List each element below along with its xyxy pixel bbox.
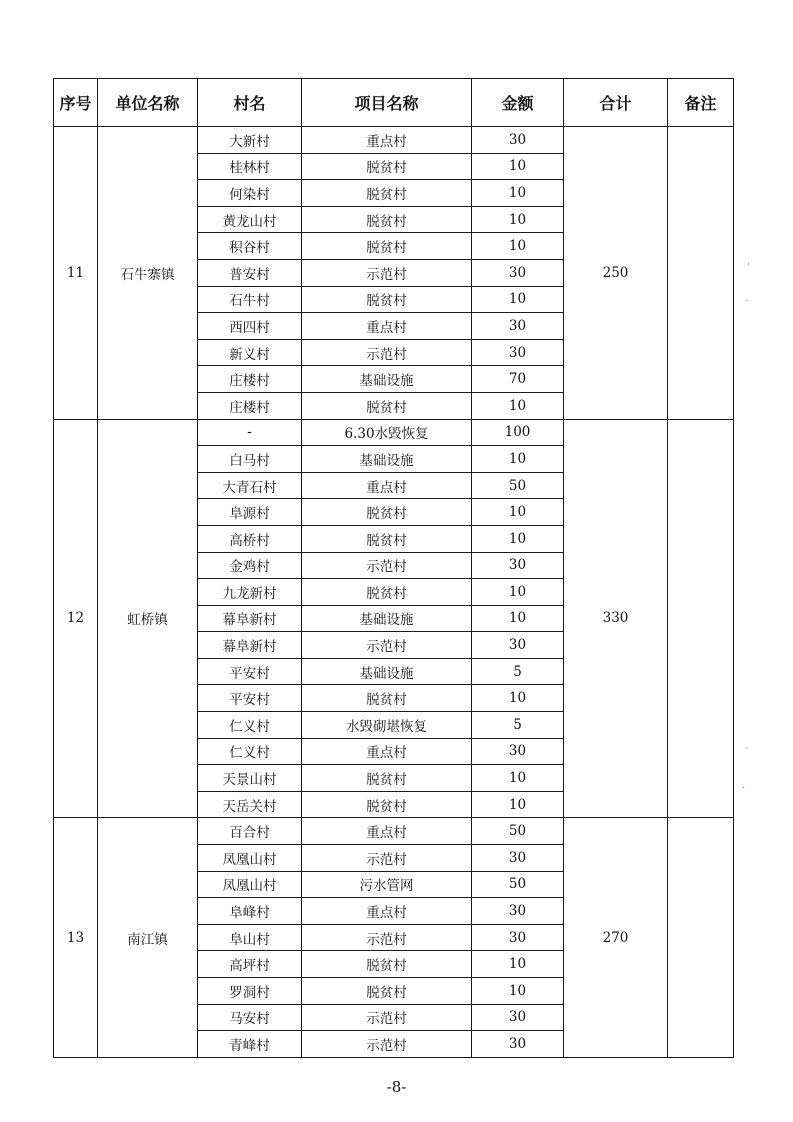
village-cell: 幕阜新村 xyxy=(198,632,302,659)
table-body xyxy=(54,127,734,1058)
seq-cell: 12 xyxy=(54,419,98,818)
amount-cell: 30 xyxy=(472,127,564,154)
project-cell: 重点村 xyxy=(302,127,472,154)
project-cell: 脱贫村 xyxy=(302,791,472,818)
project-cell: 示范村 xyxy=(302,339,472,366)
village-cell: 大新村 xyxy=(198,127,302,154)
total-cell: 270 xyxy=(564,818,668,1057)
village-cell: 天景山村 xyxy=(198,765,302,792)
village-cell: 凤凰山村 xyxy=(198,845,302,872)
project-cell: 脱贫村 xyxy=(302,525,472,552)
village-cell: 金鸡村 xyxy=(198,552,302,579)
header-seq: 序号 xyxy=(54,79,98,127)
village-cell: 新义村 xyxy=(198,339,302,366)
amount-cell: 10 xyxy=(472,180,564,207)
amount-cell: 30 xyxy=(472,845,564,872)
project-cell: 污水管网 xyxy=(302,871,472,898)
village-cell: 平安村 xyxy=(198,658,302,685)
village-cell: 白马村 xyxy=(198,446,302,473)
project-cell: 示范村 xyxy=(302,845,472,872)
project-cell: 示范村 xyxy=(302,632,472,659)
page-number: -8- xyxy=(386,1078,407,1096)
header-total: 合计 xyxy=(564,79,668,127)
project-cell: 脱贫村 xyxy=(302,233,472,260)
amount-cell: 10 xyxy=(472,951,564,978)
project-cell: 示范村 xyxy=(302,259,472,286)
project-cell: 6.30水毁恢复 xyxy=(302,419,472,446)
scan-mark: · xyxy=(745,296,749,307)
amount-cell: 5 xyxy=(472,658,564,685)
amount-cell: 30 xyxy=(472,552,564,579)
project-cell: 脱贫村 xyxy=(302,392,472,419)
note-cell xyxy=(668,818,734,1057)
header-note: 备注 xyxy=(668,79,734,127)
village-cell: 幕阜新村 xyxy=(198,605,302,632)
project-cell: 基础设施 xyxy=(302,446,472,473)
project-cell: 重点村 xyxy=(302,898,472,925)
village-cell: 普安村 xyxy=(198,259,302,286)
amount-cell: 10 xyxy=(472,791,564,818)
village-cell: 青峰村 xyxy=(198,1031,302,1058)
table-row xyxy=(54,127,734,154)
amount-cell: 10 xyxy=(472,153,564,180)
amount-cell: 10 xyxy=(472,233,564,260)
seq-cell: 13 xyxy=(54,818,98,1057)
amount-cell: 10 xyxy=(472,978,564,1005)
table-row xyxy=(54,818,734,845)
unit-name-cell: 南江镇 xyxy=(98,818,198,1057)
project-cell: 脱贫村 xyxy=(302,206,472,233)
amount-cell: 30 xyxy=(472,339,564,366)
amount-cell: 30 xyxy=(472,738,564,765)
amount-cell: 30 xyxy=(472,632,564,659)
header-amount: 金额 xyxy=(472,79,564,127)
unit-name-cell: 虹桥镇 xyxy=(98,419,198,818)
village-cell: 凤凰山村 xyxy=(198,871,302,898)
amount-cell: 10 xyxy=(472,605,564,632)
amount-cell: 30 xyxy=(472,1031,564,1058)
amount-cell: 10 xyxy=(472,206,564,233)
village-cell: 阜峰村 xyxy=(198,898,302,925)
village-cell: 黄龙山村 xyxy=(198,206,302,233)
amount-cell: 50 xyxy=(472,818,564,845)
amount-cell: 10 xyxy=(472,579,564,606)
amount-cell: 30 xyxy=(472,259,564,286)
scan-mark: - xyxy=(745,743,749,754)
amount-cell: 10 xyxy=(472,525,564,552)
amount-cell: 30 xyxy=(472,898,564,925)
village-cell: 罗洞村 xyxy=(198,978,302,1005)
village-cell: 高坪村 xyxy=(198,951,302,978)
total-cell: 250 xyxy=(564,127,668,420)
village-cell: 马安村 xyxy=(198,1004,302,1031)
village-cell: 仁义村 xyxy=(198,738,302,765)
project-cell: 脱贫村 xyxy=(302,180,472,207)
project-cell: 基础设施 xyxy=(302,605,472,632)
village-cell: 石牛村 xyxy=(198,286,302,313)
amount-cell: 30 xyxy=(472,313,564,340)
amount-cell: 50 xyxy=(472,871,564,898)
amount-cell: 30 xyxy=(472,924,564,951)
amount-cell: 70 xyxy=(472,366,564,393)
project-cell: 基础设施 xyxy=(302,366,472,393)
header-unit: 单位名称 xyxy=(98,79,198,127)
amount-cell: 10 xyxy=(472,499,564,526)
village-cell: 仁义村 xyxy=(198,712,302,739)
amount-cell: 10 xyxy=(472,685,564,712)
amount-cell: 10 xyxy=(472,446,564,473)
amount-cell: 30 xyxy=(472,1004,564,1031)
village-cell: 何染村 xyxy=(198,180,302,207)
amount-cell: 10 xyxy=(472,765,564,792)
village-cell: 阜源村 xyxy=(198,499,302,526)
village-cell: 阜山村 xyxy=(198,924,302,951)
project-cell: 示范村 xyxy=(302,924,472,951)
village-cell: 大青石村 xyxy=(198,472,302,499)
amount-cell: 100 xyxy=(472,419,564,446)
scan-mark: ' xyxy=(747,262,750,273)
note-cell xyxy=(668,419,734,818)
seq-cell: 11 xyxy=(54,127,98,420)
village-cell: 天岳关村 xyxy=(198,791,302,818)
amount-cell: 10 xyxy=(472,392,564,419)
project-cell: 脱贫村 xyxy=(302,765,472,792)
project-cell: 脱贫村 xyxy=(302,951,472,978)
project-cell: 基础设施 xyxy=(302,658,472,685)
village-cell: 平安村 xyxy=(198,685,302,712)
project-cell: 重点村 xyxy=(302,313,472,340)
village-cell: 九龙新村 xyxy=(198,579,302,606)
project-cell: 重点村 xyxy=(302,472,472,499)
project-cell: 脱贫村 xyxy=(302,286,472,313)
scan-mark: · xyxy=(742,783,746,794)
table-row xyxy=(54,419,734,446)
project-cell: 脱贫村 xyxy=(302,579,472,606)
project-cell: 重点村 xyxy=(302,738,472,765)
total-cell: 330 xyxy=(564,419,668,818)
project-cell: 重点村 xyxy=(302,818,472,845)
amount-cell: 50 xyxy=(472,472,564,499)
header-row xyxy=(54,79,734,127)
funding-table xyxy=(53,78,734,1058)
project-cell: 脱贫村 xyxy=(302,685,472,712)
amount-cell: 10 xyxy=(472,286,564,313)
project-cell: 脱贫村 xyxy=(302,153,472,180)
village-cell: 庄楼村 xyxy=(198,366,302,393)
project-cell: 脱贫村 xyxy=(302,978,472,1005)
unit-name-cell: 石牛寨镇 xyxy=(98,127,198,420)
village-cell: 西四村 xyxy=(198,313,302,340)
project-cell: 示范村 xyxy=(302,552,472,579)
amount-cell: 5 xyxy=(472,712,564,739)
project-cell: 水毁砌堪恢复 xyxy=(302,712,472,739)
village-cell: - xyxy=(198,419,302,446)
village-cell: 高桥村 xyxy=(198,525,302,552)
header-project: 项目名称 xyxy=(302,79,472,127)
project-cell: 脱贫村 xyxy=(302,499,472,526)
project-cell: 示范村 xyxy=(302,1004,472,1031)
village-cell: 百合村 xyxy=(198,818,302,845)
project-cell: 示范村 xyxy=(302,1031,472,1058)
header-village: 村名 xyxy=(198,79,302,127)
village-cell: 桂林村 xyxy=(198,153,302,180)
village-cell: 积谷村 xyxy=(198,233,302,260)
note-cell xyxy=(668,127,734,420)
village-cell: 庄楼村 xyxy=(198,392,302,419)
